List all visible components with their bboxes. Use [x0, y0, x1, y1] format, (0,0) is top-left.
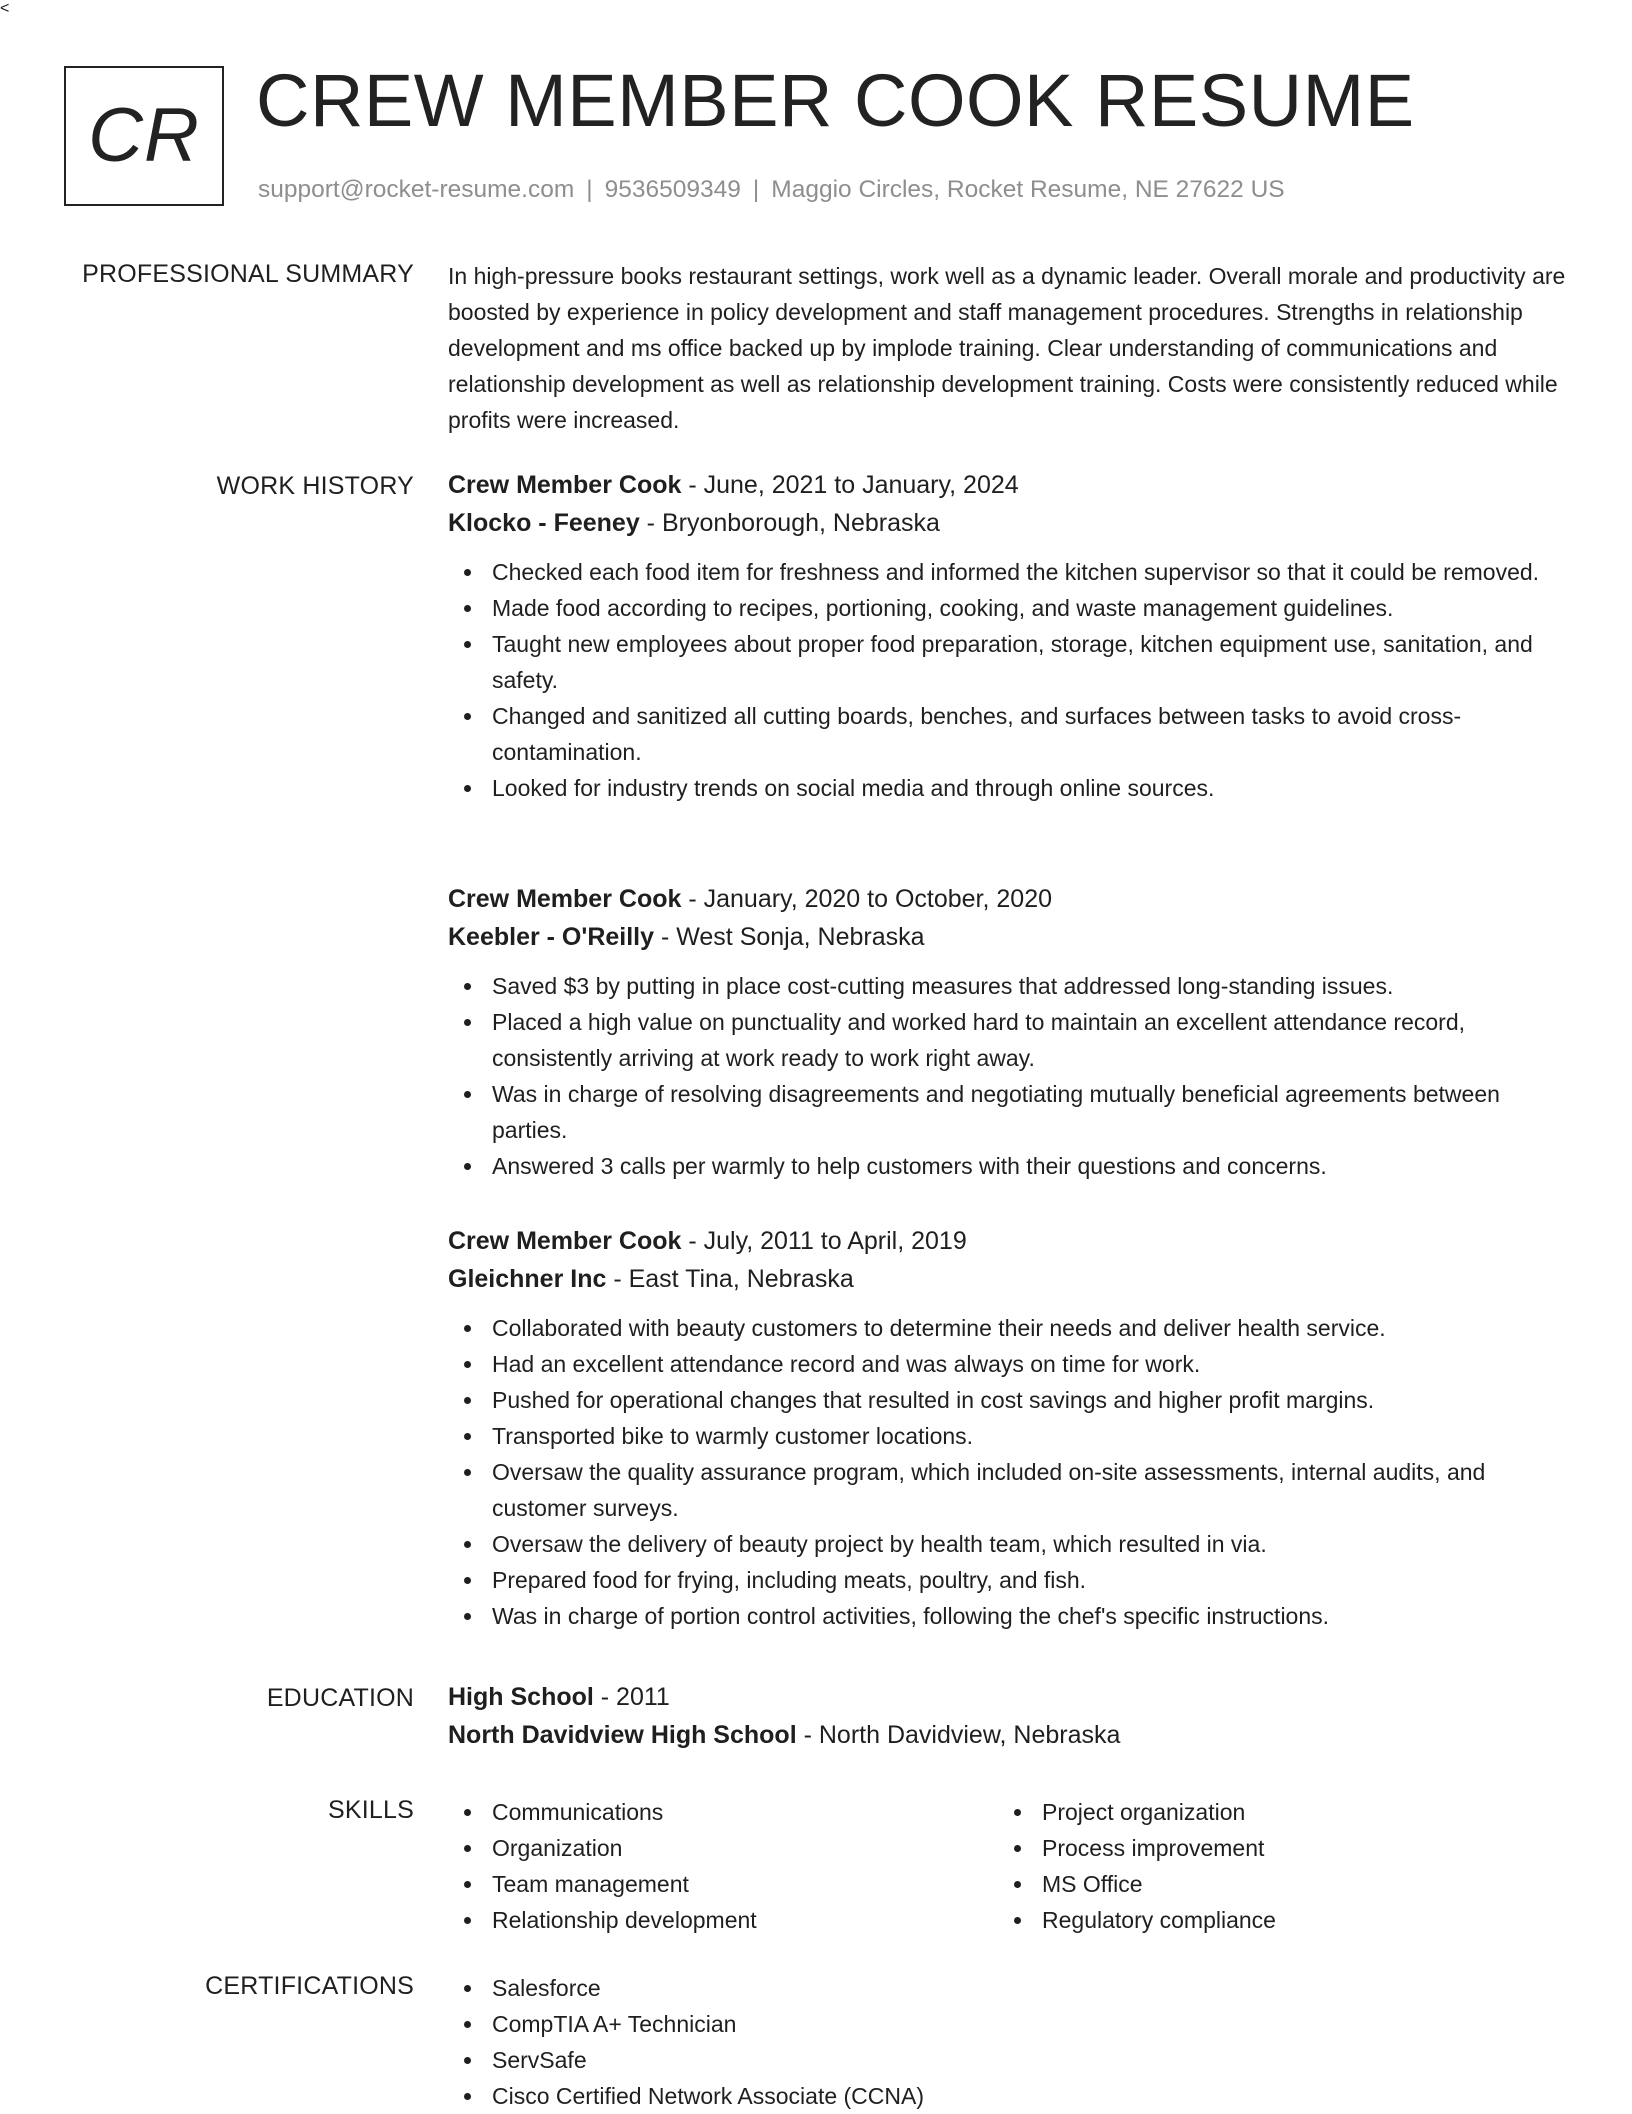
- job-location: - Bryonborough, Nebraska: [639, 509, 940, 537]
- education-location: - North Davidview, Nebraska: [796, 1721, 1121, 1749]
- list-item: Collaborated with beauty customers to determine their needs and deliver health service.: [448, 1310, 1572, 1346]
- job-company-line: [448, 1260, 1572, 1298]
- list-item: Organization: [448, 1830, 988, 1866]
- list-item: MS Office: [998, 1866, 1538, 1902]
- list-item: Oversaw the quality assurance program, which included on-site assessments, internal audits, and customer surveys.: [448, 1454, 1572, 1526]
- job-entry: [448, 1222, 1572, 1634]
- section-label-skills: SKILLS: [328, 1796, 414, 1824]
- job-title-line: [448, 880, 1572, 918]
- section-label-summary: PROFESSIONAL SUMMARY: [82, 260, 414, 288]
- certifications-list: [448, 1970, 1572, 2114]
- list-item: CompTIA A+ Technician: [448, 2006, 1572, 2042]
- list-item: Taught new employees about proper food preparation, storage, kitchen equipment use, sanitation, and safety.: [448, 626, 1572, 698]
- section-label-certifications: CERTIFICATIONS: [205, 1972, 414, 2000]
- job-location: - West Sonja, Nebraska: [654, 923, 925, 951]
- list-item: Looked for industry trends on social media and through online sources.: [448, 770, 1572, 806]
- monogram-initials: CR: [88, 93, 200, 178]
- list-item: Placed a high value on punctuality and worked hard to maintain an excellent attendance record, consistently arriving at work ready to work right away.: [448, 1004, 1572, 1076]
- list-item: Made food according to recipes, portioning, cooking, and waste management guidelines.: [448, 590, 1572, 626]
- job-title: Crew Member Cook: [448, 471, 682, 499]
- list-item: Changed and sanitized all cutting boards, benches, and surfaces between tasks to avoid cross-contamination.: [448, 698, 1572, 770]
- job-company: Keebler - O'Reilly: [448, 923, 655, 951]
- list-item: Oversaw the delivery of beauty project by health team, which resulted in via.: [448, 1526, 1572, 1562]
- summary-text: In high-pressure books restaurant settings, work well as a dynamic leader. Overall morale and productivity are boosted by experience in policy development and staff management procedures. Strengths in relationship development and ms office backed up by implode training. Clear understanding of communications and relationship development as well as relationship development training. Costs were consistently reduced while profits were increased.: [448, 263, 1566, 433]
- contact-phone: 9536509349: [604, 176, 741, 203]
- job-dates: - July, 2011 to April, 2019: [681, 1227, 967, 1255]
- list-item: Cisco Certified Network Associate (CCNA): [448, 2078, 1572, 2114]
- job-company-line: [448, 504, 1572, 542]
- job-bullets: [448, 554, 1572, 806]
- contact-email: support@rocket-resume.com: [258, 176, 575, 203]
- job-title: Crew Member Cook: [448, 885, 682, 913]
- list-item: Relationship development: [448, 1902, 988, 1938]
- job-bullets: [448, 1310, 1572, 1634]
- job-title-line: [448, 466, 1572, 504]
- list-item: Salesforce: [448, 1970, 1572, 2006]
- education-body: [448, 1678, 1572, 1754]
- contact-separator: |: [752, 176, 760, 203]
- contact-line: [258, 174, 1285, 206]
- list-item: Was in charge of portion control activities, following the chef's specific instructions.: [448, 1598, 1572, 1634]
- list-item: Had an excellent attendance record and was always on time for work.: [448, 1346, 1572, 1382]
- summary-body: [448, 258, 1572, 438]
- job-company-line: [448, 918, 1572, 956]
- section-label-education: EDUCATION: [266, 1684, 414, 1712]
- list-item: Regulatory compliance: [998, 1902, 1538, 1938]
- monogram-badge: [64, 66, 224, 206]
- job-company: Klocko - Feeney: [448, 509, 640, 537]
- education-degree-line: [448, 1678, 1572, 1716]
- contact-address: Maggio Circles, Rocket Resume, NE 27622 US: [771, 176, 1285, 203]
- skills-body: [448, 1794, 1572, 1944]
- list-item: Communications: [448, 1794, 988, 1830]
- list-item: Process improvement: [998, 1830, 1538, 1866]
- list-item: ServSafe: [448, 2042, 1572, 2078]
- skills-list-right: [998, 1794, 1538, 1938]
- job-location: - East Tina, Nebraska: [606, 1265, 854, 1293]
- resume-page: CR CREW MEMBER COOK RESUME support@rocket-resume.com | 9536509349 | Maggio Circles, Rocket Resume, NE 27622 US PROFESSIONAL SUMMARY In high-pressure books restaurant settings, work well as a dynamic leader. Overall morale and productivity are boosted by experience in policy development and staff management procedures. Strengths in relationship development and ms office backed up by implode training. Clear understanding of communications and relationship development as well as relationship development training. Costs were consistently reduced while profits were increased. WORK HISTORY Crew Member Cook - June, 2021 to January, 2024 Klocko - Feeney - Bryonborough, Nebraska Checked each food item for freshness and informed the kitchen supervisor so that it could be removed. Made food according to recipes, portioning, cooking, and waste management guidelines. Taught new employees about proper food preparation, storage, kitchen equipment use, sanitation, and safety. Changed and sanitized all cutting boards, benches, and surfaces between tasks to avoid cross-contamination. Looked for industry trends on social media and through online sources. Crew Member Cook - January, 2020 to October, 2020 Keebler - O'Reilly - West Sonja, Nebraska Saved $3 by putting in place cost-cutting measures that addressed long-standing issues. Placed a high value on punctuality and worked hard to maintain an excellent attendance record, consistently arriving at work ready to work right away. Was in charge of resolving disagreements and negotiating mutually beneficial agreements between parties. Answered 3 calls per warmly to help customers with their questions and concerns. Crew Member Cook - July, 2011 to April, 2019 Gleichner Inc - East Tina, Nebraska Collaborated with beauty customers to determine their needs and deliver health service. Had an excellent attendance record and was always on time for work. Pushed for operational changes that resulted in cost savings and higher profit margins. Transported bike to warmly customer locations. Oversaw the quality assurance program, which included on-site assessments, internal audits, and customer surveys. Oversaw the delivery of beauty project by health team, which resulted in via. Prepared food for frying, including meats, poultry, and fish. Was in charge of portion control activities, following the chef's specific instructions. EDUCATION High School - 2011 North Davidview High School - North Davidview, Nebraska < SKILLS Communications Organization Team management Relationship development Project organization Process improvement MS Office Regulatory compliance CERTIFICATIONS Salesforce CompTIA A+ Technician ServSafe Cisco Certified Network Associate (CCNA): [0, 0, 1632, 2112]
- list-item: Prepared food for frying, including meats, poultry, and fish.: [448, 1562, 1572, 1598]
- skills-list-left: [448, 1794, 988, 1938]
- section-label-work-history: WORK HISTORY: [216, 472, 414, 500]
- list-item: Project organization: [998, 1794, 1538, 1830]
- list-item: Answered 3 calls per warmly to help customers with their questions and concerns.: [448, 1148, 1572, 1184]
- education-degree: High School: [448, 1683, 594, 1711]
- page-title: CREW MEMBER COOK RESUME: [256, 59, 1415, 142]
- job-company: Gleichner Inc: [448, 1265, 607, 1293]
- list-item: Team management: [448, 1866, 988, 1902]
- list-item: Transported bike to warmly customer locations.: [448, 1418, 1572, 1454]
- certifications-body: [448, 1970, 1572, 2114]
- education-school-line: [448, 1716, 1572, 1754]
- job-dates: - January, 2020 to October, 2020: [681, 885, 1052, 913]
- list-item: Checked each food item for freshness and informed the kitchen supervisor so that it could be removed.: [448, 554, 1572, 590]
- job-title-line: [448, 1222, 1572, 1260]
- list-item: Pushed for operational changes that resulted in cost savings and higher profit margins.: [448, 1382, 1572, 1418]
- job-title: Crew Member Cook: [448, 1227, 682, 1255]
- education-school: North Davidview High School: [448, 1721, 797, 1749]
- job-bullets: [448, 968, 1572, 1184]
- job-dates: - June, 2021 to January, 2024: [681, 471, 1019, 499]
- education-year: - 2011: [593, 1683, 670, 1711]
- job-entry: [448, 880, 1572, 1184]
- job-entry: [448, 466, 1572, 806]
- list-item: Saved $3 by putting in place cost-cutting measures that addressed long-standing issues.: [448, 968, 1572, 1004]
- list-item: Was in charge of resolving disagreements and negotiating mutually beneficial agreements between parties.: [448, 1076, 1572, 1148]
- contact-separator: |: [586, 176, 593, 203]
